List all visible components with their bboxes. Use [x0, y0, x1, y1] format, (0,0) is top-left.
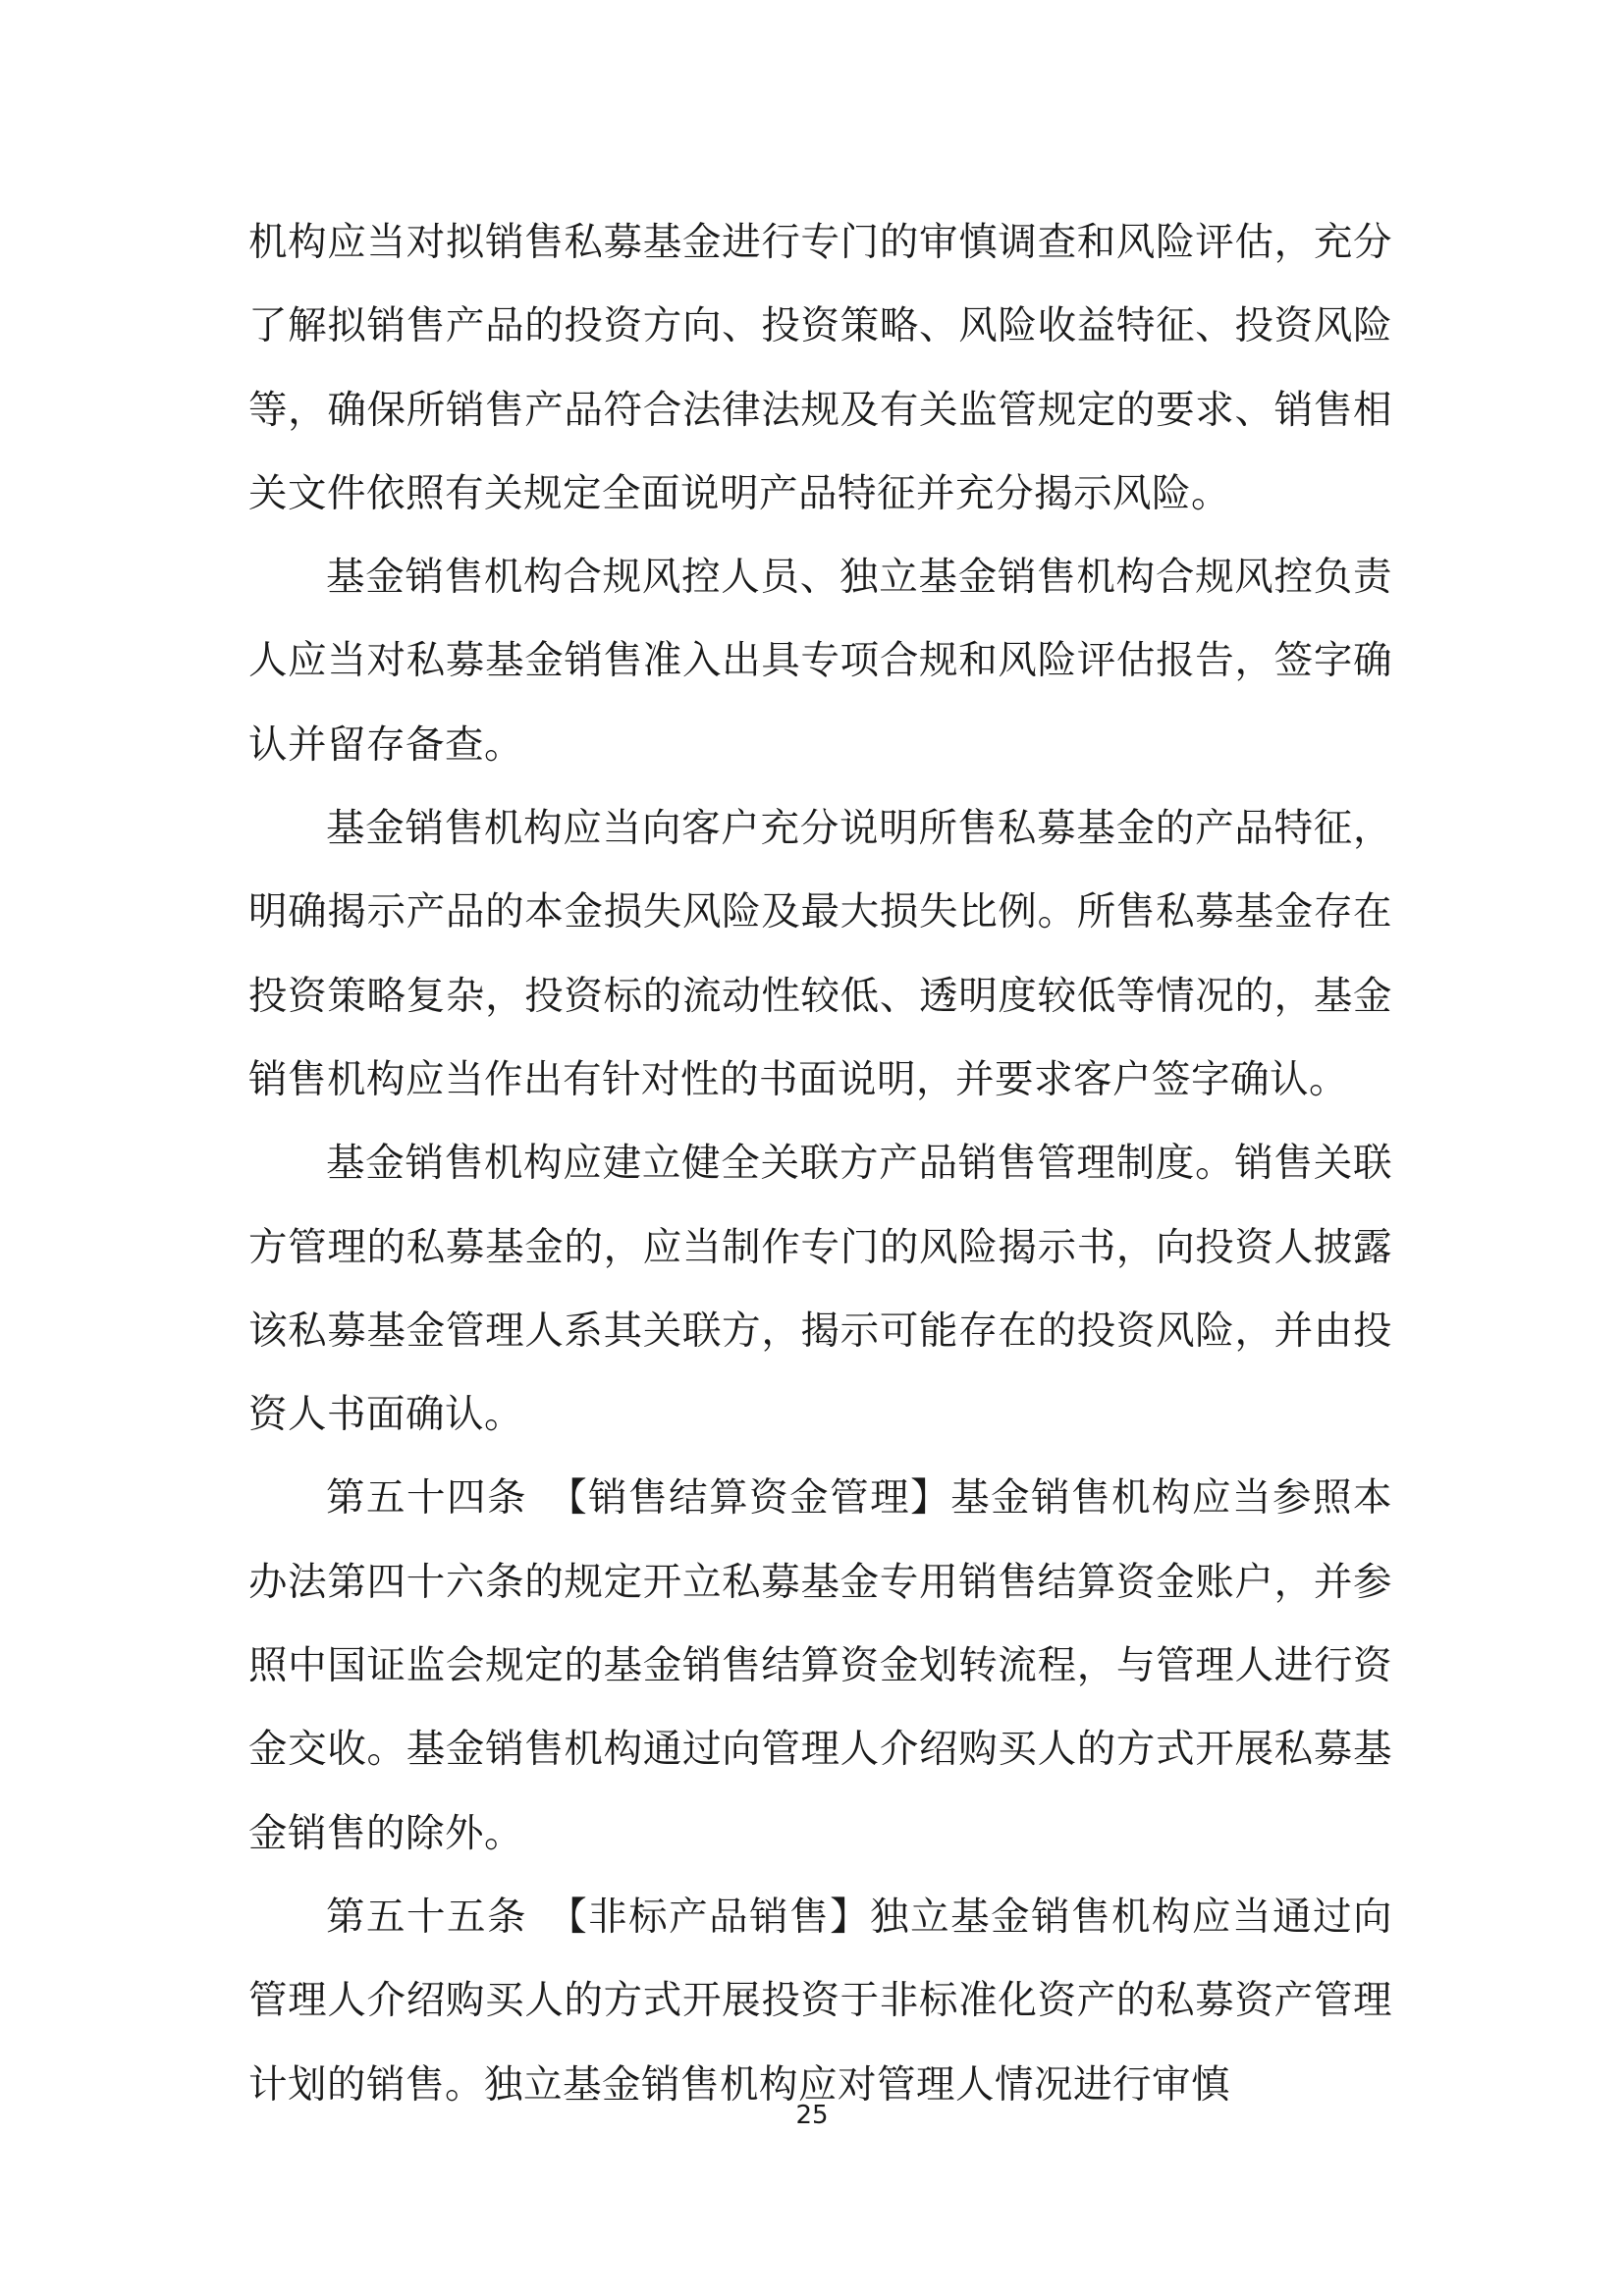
paragraph-continuation: 机构应当对拟销售私募基金进行专门的审慎调查和风险评估，充分了解拟销售产品的投资方向、投资策略、风险收益特征、投资风险等，确保所销售产品符合法律法规及有关监管规定的要求、销售相关文件依照有关规定全面说明产品特征并充分揭示风险。 — [248, 220, 1392, 516]
paragraph-compliance-report: 基金销售机构合规风控人员、独立基金销售机构合规风控负责人应当对私募基金销售准入出具专项合规和风险评估报告，签字确认并留存备查。 — [248, 555, 1392, 768]
article-55: 第五十五条 【非标产品销售】独立基金销售机构应当通过向管理人介绍购买人的方式开展投资于非标准化资产的私募资产管理计划的销售。独立基金销售机构应对管理人情况进行审慎 — [248, 1894, 1392, 2108]
paragraph-risk-disclosure: 基金销售机构应当向客户充分说明所售私募基金的产品特征，明确揭示产品的本金损失风险及最大损失比例。所售私募基金存在投资策略复杂，投资标的流动性较低、透明度较低等情况的，基金销售机构应当作出有针对性的书面说明，并要求客户签字确认。 — [248, 806, 1392, 1102]
page-number: 25 — [795, 2101, 829, 2130]
paragraph-related-party: 基金销售机构应建立健全关联方产品销售管理制度。销售关联方管理的私募基金的，应当制作专门的风险揭示书，向投资人披露该私募基金管理人系其关联方，揭示可能存在的投资风险，并由投资人书面确认。 — [248, 1141, 1392, 1438]
body-text — [248, 201, 1392, 2127]
article-54: 第五十四条 【销售结算资金管理】基金销售机构应当参照本办法第四十六条的规定开立私募基金专用销售结算资金账户，并参照中国证监会规定的基金销售结算资金划转流程，与管理人进行资金交收。基金销售机构通过向管理人介绍购买人的方式开展私募基金销售的除外。 — [248, 1475, 1392, 1856]
